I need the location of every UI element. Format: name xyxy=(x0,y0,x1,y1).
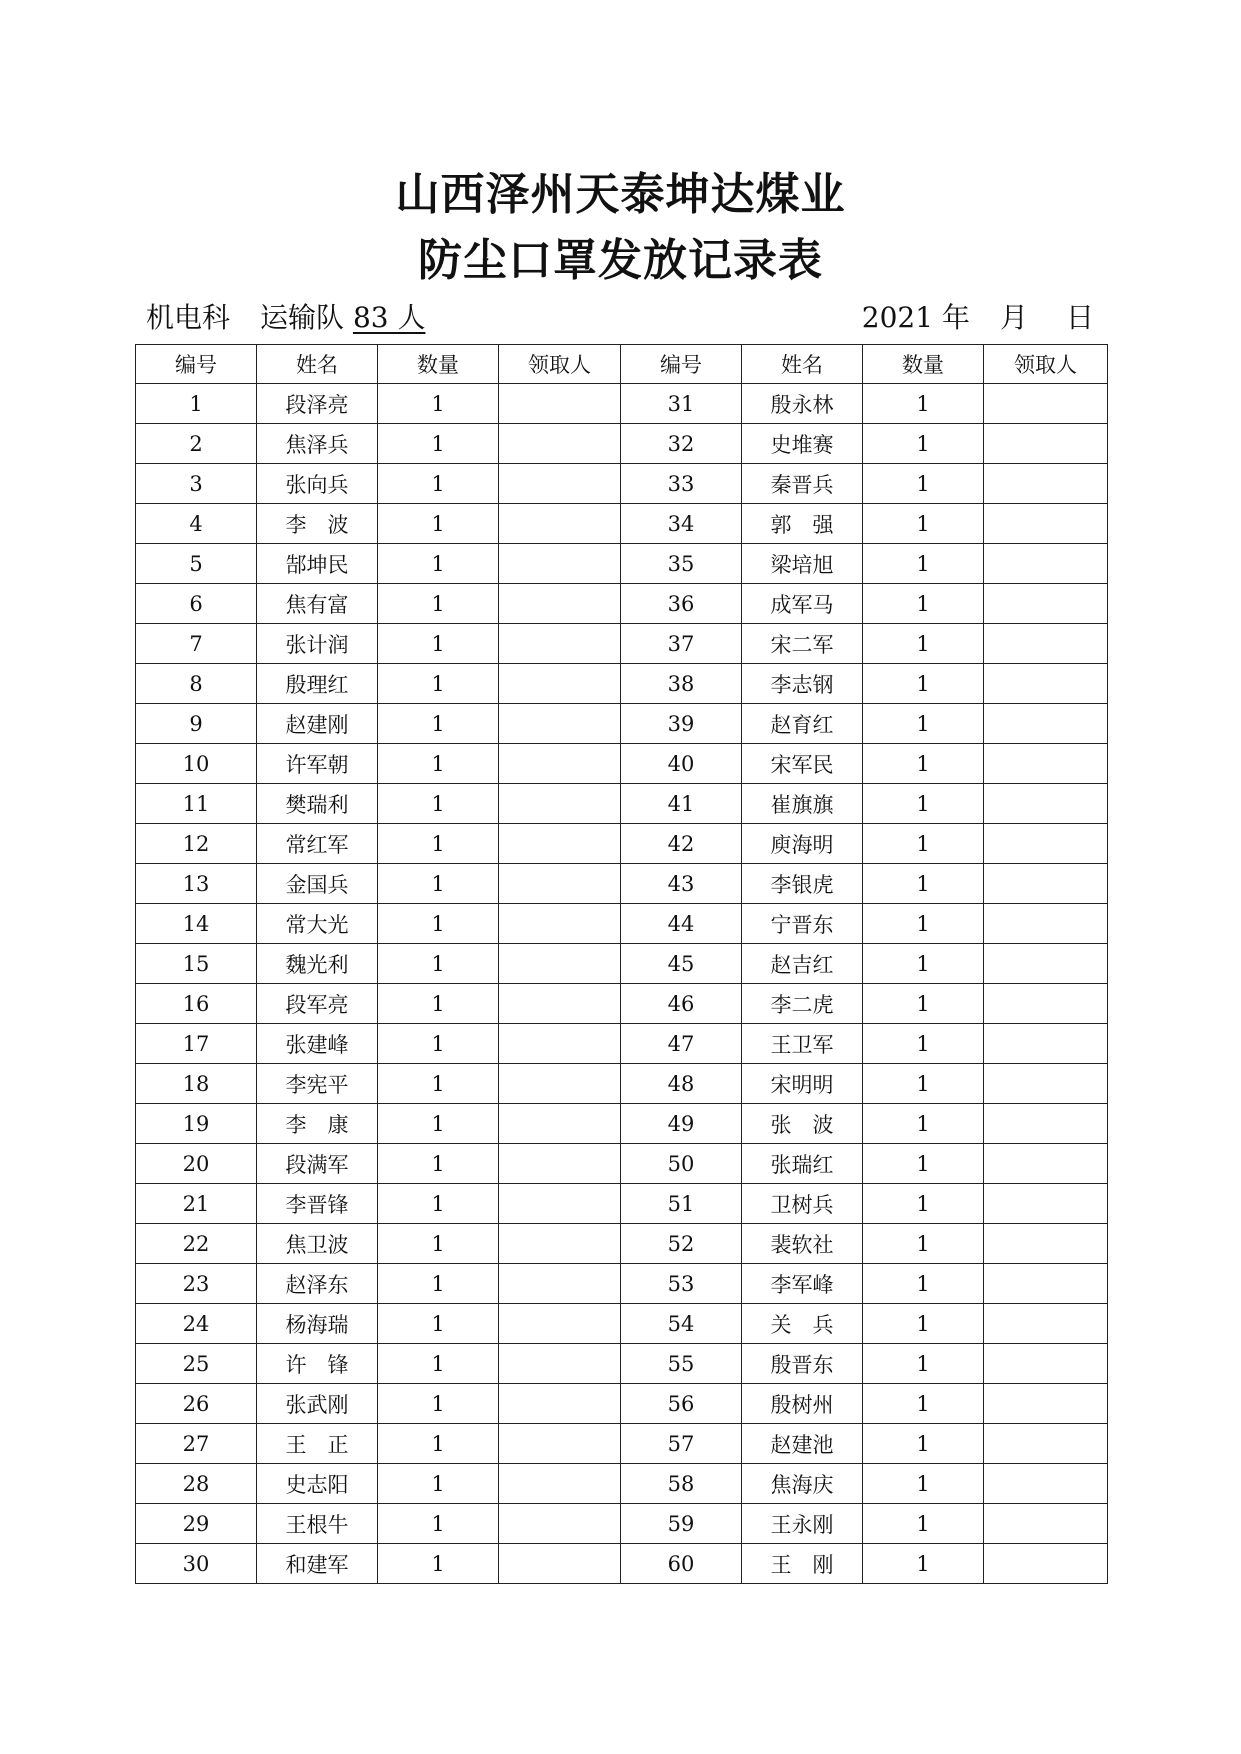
cell-quantity: 1 xyxy=(863,1304,984,1344)
cell-quantity: 1 xyxy=(378,1064,499,1104)
cell-number: 6 xyxy=(136,584,257,624)
cell-number: 27 xyxy=(136,1424,257,1464)
cell-number: 51 xyxy=(621,1184,742,1224)
cell-quantity: 1 xyxy=(863,904,984,944)
cell-quantity: 1 xyxy=(863,824,984,864)
cell-quantity: 1 xyxy=(378,1144,499,1184)
cell-quantity: 1 xyxy=(378,544,499,584)
cell-recipient-signature xyxy=(499,544,621,584)
cell-name: 段满军 xyxy=(257,1144,378,1184)
cell-quantity: 1 xyxy=(378,1544,499,1584)
cell-recipient-signature xyxy=(499,1024,621,1064)
cell-number: 2 xyxy=(136,424,257,464)
cell-name: 裴软社 xyxy=(742,1224,863,1264)
table-row xyxy=(136,664,1108,704)
cell-quantity: 1 xyxy=(378,1304,499,1344)
cell-name: 殷理红 xyxy=(257,664,378,704)
cell-name: 焦卫波 xyxy=(257,1224,378,1264)
cell-recipient-signature xyxy=(984,1224,1108,1264)
cell-name: 宋二军 xyxy=(742,624,863,664)
cell-name: 王 正 xyxy=(257,1424,378,1464)
cell-name: 金国兵 xyxy=(257,864,378,904)
table-row xyxy=(136,744,1108,784)
cell-name: 王 刚 xyxy=(742,1544,863,1584)
cell-recipient-signature xyxy=(984,1464,1108,1504)
cell-number: 28 xyxy=(136,1464,257,1504)
cell-quantity: 1 xyxy=(378,664,499,704)
cell-quantity: 1 xyxy=(863,1464,984,1504)
cell-number: 59 xyxy=(621,1504,742,1544)
cell-number: 20 xyxy=(136,1144,257,1184)
cell-quantity: 1 xyxy=(863,464,984,504)
cell-recipient-signature xyxy=(984,744,1108,784)
cell-quantity: 1 xyxy=(863,1504,984,1544)
cell-name: 和建军 xyxy=(257,1544,378,1584)
cell-number: 30 xyxy=(136,1544,257,1584)
cell-recipient-signature xyxy=(984,544,1108,584)
cell-number: 43 xyxy=(621,864,742,904)
date-day: 日 xyxy=(1065,301,1094,334)
cell-recipient-signature xyxy=(499,624,621,664)
table-row xyxy=(136,944,1108,984)
cell-recipient-signature xyxy=(499,1104,621,1144)
cell-quantity: 1 xyxy=(378,424,499,464)
cell-number: 60 xyxy=(621,1544,742,1584)
cell-name: 赵泽东 xyxy=(257,1264,378,1304)
table-row xyxy=(136,584,1108,624)
cell-number: 46 xyxy=(621,984,742,1024)
cell-number: 24 xyxy=(136,1304,257,1344)
cell-recipient-signature xyxy=(984,1264,1108,1304)
cell-recipient-signature xyxy=(984,944,1108,984)
cell-quantity: 1 xyxy=(863,624,984,664)
cell-quantity: 1 xyxy=(863,984,984,1024)
cell-quantity: 1 xyxy=(378,504,499,544)
headcount-value: 83 人 xyxy=(352,301,426,334)
cell-number: 36 xyxy=(621,584,742,624)
cell-name: 张计润 xyxy=(257,624,378,664)
cell-recipient-signature xyxy=(984,1424,1108,1464)
cell-recipient-signature xyxy=(499,744,621,784)
cell-recipient-signature xyxy=(499,1424,621,1464)
table-row xyxy=(136,504,1108,544)
cell-name: 张建峰 xyxy=(257,1024,378,1064)
cell-quantity: 1 xyxy=(863,584,984,624)
cell-quantity: 1 xyxy=(863,784,984,824)
cell-recipient-signature xyxy=(984,784,1108,824)
cell-recipient-signature xyxy=(499,1504,621,1544)
cell-number: 47 xyxy=(621,1024,742,1064)
cell-recipient-signature xyxy=(984,1344,1108,1384)
cell-number: 37 xyxy=(621,624,742,664)
cell-quantity: 1 xyxy=(378,864,499,904)
cell-name: 张向兵 xyxy=(257,464,378,504)
cell-recipient-signature xyxy=(499,384,621,424)
table-row xyxy=(136,1224,1108,1264)
cell-quantity: 1 xyxy=(863,1384,984,1424)
cell-recipient-signature xyxy=(984,424,1108,464)
cell-name: 郭 强 xyxy=(742,504,863,544)
cell-recipient-signature xyxy=(984,1184,1108,1224)
cell-name: 关 兵 xyxy=(742,1304,863,1344)
cell-quantity: 1 xyxy=(863,1424,984,1464)
cell-number: 38 xyxy=(621,664,742,704)
date-year: 2021 年 xyxy=(861,301,970,334)
subheader-left xyxy=(146,296,425,336)
cell-quantity: 1 xyxy=(378,984,499,1024)
table-row xyxy=(136,384,1108,424)
cell-name: 赵吉红 xyxy=(742,944,863,984)
cell-quantity: 1 xyxy=(863,1544,984,1584)
cell-recipient-signature xyxy=(984,1504,1108,1544)
cell-recipient-signature xyxy=(499,1064,621,1104)
cell-quantity: 1 xyxy=(378,1344,499,1384)
cell-name: 段泽亮 xyxy=(257,384,378,424)
cell-recipient-signature xyxy=(499,464,621,504)
cell-recipient-signature xyxy=(499,1224,621,1264)
team-label: 运输队 xyxy=(260,301,345,334)
cell-number: 58 xyxy=(621,1464,742,1504)
col-header-recipient: 领取人 xyxy=(984,345,1108,384)
col-header-name: 姓名 xyxy=(257,345,378,384)
table-row xyxy=(136,1104,1108,1144)
cell-number: 7 xyxy=(136,624,257,664)
cell-number: 52 xyxy=(621,1224,742,1264)
cell-quantity: 1 xyxy=(378,584,499,624)
cell-recipient-signature xyxy=(984,824,1108,864)
cell-name: 张武刚 xyxy=(257,1384,378,1424)
cell-recipient-signature xyxy=(984,1024,1108,1064)
cell-name: 宋明明 xyxy=(742,1064,863,1104)
cell-recipient-signature xyxy=(499,944,621,984)
table-row xyxy=(136,1424,1108,1464)
table-row xyxy=(136,824,1108,864)
cell-quantity: 1 xyxy=(378,824,499,864)
cell-recipient-signature xyxy=(499,1384,621,1424)
cell-number: 39 xyxy=(621,704,742,744)
cell-number: 11 xyxy=(136,784,257,824)
cell-quantity: 1 xyxy=(863,384,984,424)
cell-quantity: 1 xyxy=(378,1504,499,1544)
cell-name: 宋军民 xyxy=(742,744,863,784)
col-header-name: 姓名 xyxy=(742,345,863,384)
table-row xyxy=(136,864,1108,904)
cell-number: 55 xyxy=(621,1344,742,1384)
cell-recipient-signature xyxy=(499,1304,621,1344)
cell-number: 35 xyxy=(621,544,742,584)
cell-number: 56 xyxy=(621,1384,742,1424)
table-row xyxy=(136,904,1108,944)
table-header-row xyxy=(136,345,1108,384)
cell-number: 1 xyxy=(136,384,257,424)
cell-number: 22 xyxy=(136,1224,257,1264)
cell-recipient-signature xyxy=(984,704,1108,744)
cell-number: 50 xyxy=(621,1144,742,1184)
cell-number: 40 xyxy=(621,744,742,784)
table-row xyxy=(136,1304,1108,1344)
cell-quantity: 1 xyxy=(378,704,499,744)
cell-quantity: 1 xyxy=(863,864,984,904)
cell-number: 41 xyxy=(621,784,742,824)
cell-recipient-signature xyxy=(499,784,621,824)
cell-quantity: 1 xyxy=(863,1224,984,1264)
cell-name: 李宪平 xyxy=(257,1064,378,1104)
cell-recipient-signature xyxy=(984,464,1108,504)
subheader-date xyxy=(862,296,1094,336)
cell-recipient-signature xyxy=(499,424,621,464)
cell-name: 王卫军 xyxy=(742,1024,863,1064)
date-month: 月 xyxy=(999,301,1028,334)
cell-recipient-signature xyxy=(499,1544,621,1584)
cell-recipient-signature xyxy=(984,1144,1108,1184)
cell-name: 许军朝 xyxy=(257,744,378,784)
col-header-quantity: 数量 xyxy=(863,345,984,384)
cell-name: 李二虎 xyxy=(742,984,863,1024)
cell-recipient-signature xyxy=(499,824,621,864)
cell-name: 王永刚 xyxy=(742,1504,863,1544)
cell-recipient-signature xyxy=(984,1384,1108,1424)
cell-recipient-signature xyxy=(499,664,621,704)
cell-name: 殷永林 xyxy=(742,384,863,424)
cell-name: 殷晋东 xyxy=(742,1344,863,1384)
cell-name: 卫树兵 xyxy=(742,1184,863,1224)
cell-quantity: 1 xyxy=(378,744,499,784)
cell-quantity: 1 xyxy=(378,1424,499,1464)
cell-quantity: 1 xyxy=(863,944,984,984)
cell-number: 49 xyxy=(621,1104,742,1144)
cell-quantity: 1 xyxy=(378,784,499,824)
document-title-line1: 山西泽州天泰坤达煤业 xyxy=(395,169,846,220)
document-title-line2: 防尘口罩发放记录表 xyxy=(418,235,823,286)
cell-name: 常红军 xyxy=(257,824,378,864)
cell-number: 12 xyxy=(136,824,257,864)
cell-name: 魏光利 xyxy=(257,944,378,984)
cell-quantity: 1 xyxy=(378,1384,499,1424)
table-row xyxy=(136,1264,1108,1304)
cell-name: 史志阳 xyxy=(257,1464,378,1504)
cell-recipient-signature xyxy=(499,1464,621,1504)
col-header-number: 编号 xyxy=(136,345,257,384)
cell-recipient-signature xyxy=(499,1144,621,1184)
distribution-record-table xyxy=(135,344,1108,1584)
cell-recipient-signature xyxy=(499,984,621,1024)
table-row xyxy=(136,1544,1108,1584)
cell-name: 赵建刚 xyxy=(257,704,378,744)
cell-quantity: 1 xyxy=(378,904,499,944)
cell-quantity: 1 xyxy=(378,384,499,424)
cell-name: 焦泽兵 xyxy=(257,424,378,464)
table-row xyxy=(136,704,1108,744)
cell-name: 赵建池 xyxy=(742,1424,863,1464)
cell-number: 32 xyxy=(621,424,742,464)
cell-name: 秦晋兵 xyxy=(742,464,863,504)
cell-quantity: 1 xyxy=(863,1184,984,1224)
cell-number: 42 xyxy=(621,824,742,864)
cell-number: 25 xyxy=(136,1344,257,1384)
cell-quantity: 1 xyxy=(378,1464,499,1504)
cell-number: 3 xyxy=(136,464,257,504)
cell-number: 21 xyxy=(136,1184,257,1224)
cell-number: 53 xyxy=(621,1264,742,1304)
cell-number: 9 xyxy=(136,704,257,744)
cell-name: 段军亮 xyxy=(257,984,378,1024)
cell-recipient-signature xyxy=(984,1544,1108,1584)
cell-name: 张 波 xyxy=(742,1104,863,1144)
cell-quantity: 1 xyxy=(378,944,499,984)
cell-quantity: 1 xyxy=(863,664,984,704)
table-row xyxy=(136,1464,1108,1504)
cell-number: 48 xyxy=(621,1064,742,1104)
cell-number: 17 xyxy=(136,1024,257,1064)
cell-name: 郜坤民 xyxy=(257,544,378,584)
cell-number: 31 xyxy=(621,384,742,424)
cell-recipient-signature xyxy=(984,584,1108,624)
cell-name: 焦海庆 xyxy=(742,1464,863,1504)
cell-quantity: 1 xyxy=(863,1144,984,1184)
cell-recipient-signature xyxy=(984,384,1108,424)
cell-number: 10 xyxy=(136,744,257,784)
cell-name: 李银虎 xyxy=(742,864,863,904)
cell-name: 李 康 xyxy=(257,1104,378,1144)
col-header-quantity: 数量 xyxy=(378,345,499,384)
table-row xyxy=(136,424,1108,464)
cell-quantity: 1 xyxy=(863,704,984,744)
cell-number: 26 xyxy=(136,1384,257,1424)
table-row xyxy=(136,624,1108,664)
cell-recipient-signature xyxy=(984,1104,1108,1144)
table-row xyxy=(136,1504,1108,1544)
cell-quantity: 1 xyxy=(863,1264,984,1304)
cell-number: 8 xyxy=(136,664,257,704)
cell-quantity: 1 xyxy=(378,1224,499,1264)
cell-recipient-signature xyxy=(499,904,621,944)
cell-quantity: 1 xyxy=(378,464,499,504)
cell-number: 45 xyxy=(621,944,742,984)
cell-number: 57 xyxy=(621,1424,742,1464)
cell-quantity: 1 xyxy=(378,1024,499,1064)
cell-number: 19 xyxy=(136,1104,257,1144)
cell-quantity: 1 xyxy=(378,1184,499,1224)
cell-name: 李志钢 xyxy=(742,664,863,704)
cell-quantity: 1 xyxy=(863,744,984,784)
cell-quantity: 1 xyxy=(378,624,499,664)
cell-recipient-signature xyxy=(499,584,621,624)
cell-recipient-signature xyxy=(984,904,1108,944)
cell-recipient-signature xyxy=(984,864,1108,904)
cell-name: 常大光 xyxy=(257,904,378,944)
cell-quantity: 1 xyxy=(863,544,984,584)
table-row xyxy=(136,984,1108,1024)
cell-number: 16 xyxy=(136,984,257,1024)
table-row xyxy=(136,544,1108,584)
cell-recipient-signature xyxy=(984,1064,1108,1104)
cell-name: 焦有富 xyxy=(257,584,378,624)
cell-recipient-signature xyxy=(984,1304,1108,1344)
cell-recipient-signature xyxy=(984,664,1108,704)
cell-recipient-signature xyxy=(499,704,621,744)
cell-name: 张瑞红 xyxy=(742,1144,863,1184)
department-label: 机电科 xyxy=(146,301,231,334)
cell-name: 李军峰 xyxy=(742,1264,863,1304)
cell-name: 樊瑞利 xyxy=(257,784,378,824)
cell-name: 李 波 xyxy=(257,504,378,544)
cell-name: 史堆赛 xyxy=(742,424,863,464)
cell-quantity: 1 xyxy=(863,424,984,464)
cell-name: 崔旗旗 xyxy=(742,784,863,824)
cell-quantity: 1 xyxy=(378,1104,499,1144)
cell-number: 18 xyxy=(136,1064,257,1104)
cell-name: 王根牛 xyxy=(257,1504,378,1544)
cell-recipient-signature xyxy=(984,624,1108,664)
cell-number: 54 xyxy=(621,1304,742,1344)
cell-number: 34 xyxy=(621,504,742,544)
col-header-recipient: 领取人 xyxy=(499,345,621,384)
cell-name: 庾海明 xyxy=(742,824,863,864)
table-row xyxy=(136,1344,1108,1384)
cell-quantity: 1 xyxy=(863,1064,984,1104)
cell-recipient-signature xyxy=(499,504,621,544)
table-row xyxy=(136,1184,1108,1224)
table-row xyxy=(136,1024,1108,1064)
cell-recipient-signature xyxy=(984,504,1108,544)
cell-recipient-signature xyxy=(499,1344,621,1384)
col-header-number: 编号 xyxy=(621,345,742,384)
cell-name: 殷树州 xyxy=(742,1384,863,1424)
cell-number: 23 xyxy=(136,1264,257,1304)
cell-quantity: 1 xyxy=(863,1344,984,1384)
table-row xyxy=(136,1064,1108,1104)
table-row xyxy=(136,784,1108,824)
cell-name: 宁晋东 xyxy=(742,904,863,944)
cell-name: 李晋锋 xyxy=(257,1184,378,1224)
cell-name: 成军马 xyxy=(742,584,863,624)
table-row xyxy=(136,1144,1108,1184)
cell-name: 梁培旭 xyxy=(742,544,863,584)
table-row xyxy=(136,1384,1108,1424)
cell-number: 29 xyxy=(136,1504,257,1544)
cell-quantity: 1 xyxy=(863,1024,984,1064)
cell-recipient-signature xyxy=(499,1184,621,1224)
cell-recipient-signature xyxy=(499,1264,621,1304)
cell-number: 44 xyxy=(621,904,742,944)
cell-number: 14 xyxy=(136,904,257,944)
cell-number: 5 xyxy=(136,544,257,584)
cell-name: 杨海瑞 xyxy=(257,1304,378,1344)
cell-number: 13 xyxy=(136,864,257,904)
cell-quantity: 1 xyxy=(378,1264,499,1304)
cell-name: 许 锋 xyxy=(257,1344,378,1384)
cell-quantity: 1 xyxy=(863,504,984,544)
cell-recipient-signature xyxy=(984,984,1108,1024)
cell-quantity: 1 xyxy=(863,1104,984,1144)
cell-recipient-signature xyxy=(499,864,621,904)
cell-number: 4 xyxy=(136,504,257,544)
cell-number: 33 xyxy=(621,464,742,504)
cell-number: 15 xyxy=(136,944,257,984)
table-row xyxy=(136,464,1108,504)
cell-name: 赵育红 xyxy=(742,704,863,744)
